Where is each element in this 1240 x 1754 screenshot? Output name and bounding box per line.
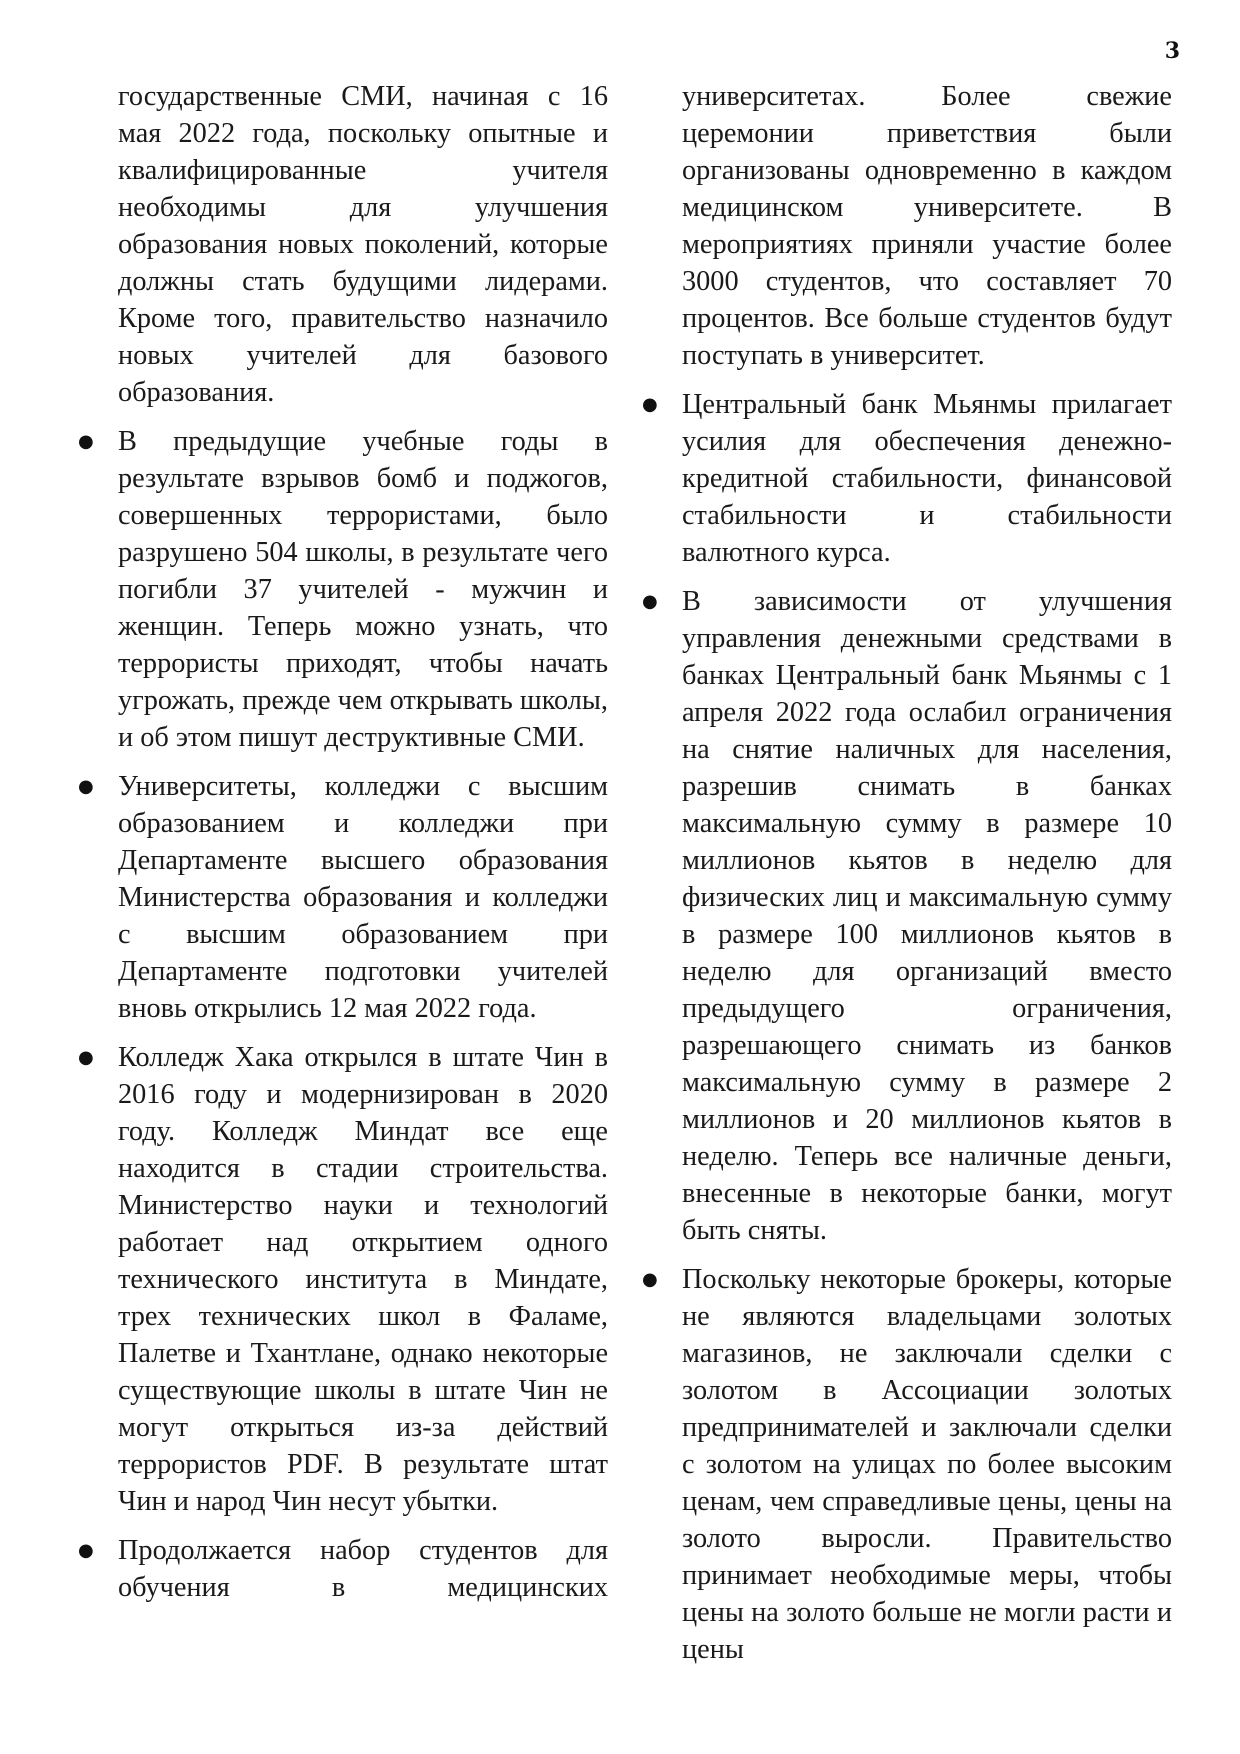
bullet-paragraph — [642, 583, 1172, 1249]
bullet-paragraph — [78, 1039, 608, 1520]
paragraph-text: В предыдущие учебные годы в результате взрывов бомб и поджогов, совершенных террористами, было разрушено 504 школы, в результате чего погибли 37 учителей - мужчин и женщин. Теперь можно узнать, что террористы приходят, чтобы начать угрожать, прежде чем открывать школы, и об этом пишут деструктивные СМИ. — [118, 426, 608, 753]
bullet-paragraph — [78, 768, 608, 1027]
bullet-paragraph — [78, 423, 608, 756]
paragraph-text: Поскольку некоторые брокеры, которые не являются владельцами золотых магазинов, не заключали сделки с золотом в Ассоциации золотых предпринимателей и заключали сделки с золотом на улицах по более высоким ценам, чем справедливые цены, цены на золото выросли. Правительство принимает необходимые меры, чтобы цены на золото больше не могли расти и цены — [682, 1264, 1172, 1665]
paragraph-text: Продолжается набор студентов для обучения в медицинских — [118, 1535, 608, 1603]
paragraph-text: университетах. Более свежие церемонии приветствия были организованы одновременно в каждом медицинском университете. В мероприятиях приняли участие более 3000 студентов, что составляет 70 процентов. Все больше студентов будут поступать в университет. — [682, 81, 1172, 371]
paragraph-text: Университеты, колледжи с высшим образованием и колледжи при Департаменте высшего образования Министерства образования и колледжи с высшим образованием при Департаменте подготовки учителей вновь открылись 12 мая 2022 года. — [118, 771, 608, 1024]
right-column — [642, 78, 1172, 1668]
paragraph-text: Центральный банк Мьянмы прилагает усилия для обеспечения денежно-кредитной стабильности, финансовой стабильности и стабильности валютного курса. — [682, 389, 1172, 568]
bullet-icon: ● — [642, 591, 658, 612]
bullet-paragraph — [642, 386, 1172, 571]
bullet-icon: ● — [642, 394, 658, 415]
bullet-icon: ● — [78, 1540, 94, 1561]
left-column — [78, 78, 608, 1606]
paragraph-text: государственные СМИ, начиная с 16 мая 2022 года, поскольку опытные и квалифицированные учителя необходимы для улучшения образования новых поколений, которые должны стать будущими лидерами. Кроме того, правительство назначило новых учителей для базового образования. — [118, 81, 608, 408]
paragraph — [118, 78, 608, 411]
paragraph-text: Колледж Хака открылся в штате Чин в 2016 году и модернизирован в 2020 году. Колледж Миндат все еще находится в стадии строительства. Министерство науки и технологий работает над открытием одного технического института в Миндате, трех технических школ в Фаламе, Палетве и Тхантлане, однако некоторые существующие школы в штате Чин не могут открыться из-за действий террористов PDF. В результате штат Чин и народ Чин несут убытки. — [118, 1042, 608, 1517]
paragraph — [682, 78, 1172, 374]
bullet-icon: ● — [78, 1047, 94, 1068]
bullet-icon: ● — [642, 1269, 658, 1290]
page-number: 3 — [1164, 38, 1180, 64]
bullet-paragraph — [642, 1261, 1172, 1668]
bullet-icon: ● — [78, 431, 94, 452]
bullet-icon: ● — [78, 776, 94, 797]
bullet-paragraph — [78, 1532, 608, 1606]
paragraph-text: В зависимости от улучшения управления денежными средствами в банках Центральный банк Мьянмы с 1 апреля 2022 года ослабил ограничения на снятие наличных для населения, разрешив снимать в банках максимальную сумму в размере 10 миллионов кьятов в неделю для физических лиц и максимальную сумму в размере 100 миллионов кьятов в неделю для организаций вместо предыдущего ограничения, разрешающего снимать из банков максимальную сумму в размере 2 миллионов и 20 миллионов кьятов в неделю. Теперь все наличные деньги, внесенные в некоторые банки, могут быть сняты. — [682, 586, 1172, 1246]
